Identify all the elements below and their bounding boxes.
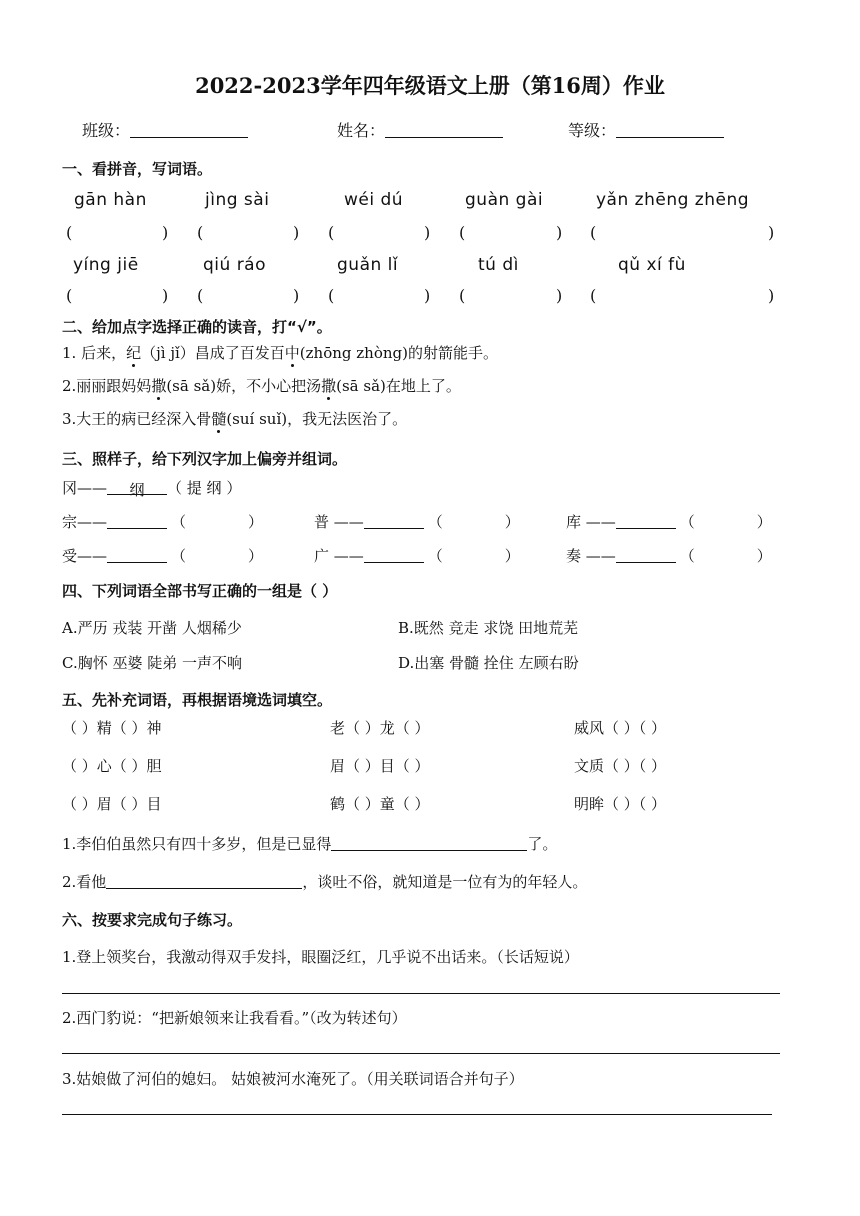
option-d[interactable]: D.出塞 骨髓 拴住 左顾右盼 — [398, 654, 579, 672]
question-text[interactable]: (sā sǎ)娇，不小心把汤 — [166, 377, 322, 395]
answer-line[interactable] — [62, 1053, 780, 1054]
answer-paren-close: ) — [293, 223, 300, 242]
idiom-blank[interactable]: 明眸（ ）（ ） — [574, 795, 667, 813]
answer-paren-open: ( — [328, 286, 335, 305]
question-text[interactable]: (suí suǐ)，我无法医治了。 — [226, 410, 408, 428]
pinyin: guǎn lǐ — [337, 255, 399, 275]
idiom-blank[interactable]: （ ）精（ ）神 — [62, 719, 162, 737]
grade-label: 等级： — [568, 121, 617, 140]
radical-blank[interactable] — [107, 547, 167, 563]
idiom-blank[interactable]: 文质（ ）（ ） — [574, 757, 667, 775]
answer-paren-open: ( — [459, 223, 466, 242]
answer-paren-open: ( — [590, 223, 597, 242]
answer-paren-open: ( — [197, 286, 204, 305]
section-2-heading: 二、给加点字选择正确的读音，打“√”。 — [62, 318, 332, 336]
sentence-blank[interactable] — [331, 835, 527, 851]
idiom-blank[interactable]: （ ）心（ ）胆 — [62, 757, 162, 775]
option-a[interactable]: A.严历 戎装 开凿 人烟稀少 — [62, 619, 242, 637]
name-label: 姓名： — [337, 121, 386, 140]
word-paren: （ — [171, 547, 187, 565]
dotted-char: 髓 — [211, 410, 227, 428]
radical-blank[interactable] — [616, 513, 676, 529]
pinyin: yíng jiē — [73, 255, 139, 275]
idiom-blank[interactable]: （ ）眉（ ）目 — [62, 795, 162, 813]
base-char: 库 —— — [566, 513, 616, 531]
radical-blank[interactable] — [616, 547, 676, 563]
word-paren: （ — [427, 513, 443, 531]
class-blank[interactable] — [130, 121, 248, 138]
pronunciation-question-2 — [62, 375, 461, 396]
word-paren: ） — [756, 513, 772, 531]
answer-paren-close: ) — [293, 286, 300, 305]
radical-item — [566, 545, 772, 566]
radical-item — [314, 545, 520, 566]
answer-paren-close: ) — [424, 223, 431, 242]
option-c[interactable]: C.胸怀 巫婆 陡弟 一声不响 — [62, 654, 243, 672]
question-text[interactable]: (zhōng zhòng)的射箭能手。 — [299, 344, 498, 362]
word-paren: ） — [504, 547, 520, 565]
answer-paren-open: ( — [590, 286, 597, 305]
pinyin: jìng sài — [205, 190, 270, 210]
example-char: 冈—— — [62, 479, 108, 497]
pinyin: wéi dú — [344, 190, 404, 210]
idiom-blank[interactable]: 威风（ ）（ ） — [574, 719, 667, 737]
radical-item — [566, 511, 772, 532]
radical-blank[interactable] — [107, 513, 167, 529]
fill-sentence-2 — [62, 871, 587, 892]
base-char: 受—— — [62, 547, 108, 565]
class-field[interactable] — [82, 118, 248, 141]
grade-field[interactable] — [568, 118, 724, 141]
base-char: 宗—— — [62, 513, 108, 531]
answer-paren-close: ) — [162, 223, 169, 242]
fill-sentence-1 — [62, 833, 557, 854]
section-4-heading: 四、下列词语全部书写正确的一组是（ ） — [62, 582, 338, 600]
example-word: （ 提 纲 ） — [167, 479, 242, 497]
section-3-heading: 三、照样子，给下列汉字加上偏旁并组词。 — [62, 450, 348, 468]
word-paren: （ — [679, 547, 695, 565]
answer-line[interactable] — [62, 1114, 772, 1115]
word-paren: ） — [504, 513, 520, 531]
radical-item — [62, 545, 263, 566]
answer-paren-open: ( — [197, 223, 204, 242]
base-char: 奏 —— — [566, 547, 616, 565]
answer-paren-close: ) — [556, 286, 563, 305]
pinyin: gān hàn — [74, 190, 147, 210]
example-answer: 纲 — [107, 479, 167, 495]
word-paren: （ — [427, 547, 443, 565]
section-5-heading: 五、先补充词语，再根据语境选词填空。 — [62, 691, 333, 709]
sentence-question-1: 1.登上领奖台，我激动得双手发抖，眼圈泛红，几乎说不出话来。（长话短说） — [62, 948, 579, 966]
pinyin: qǔ xí fù — [618, 255, 686, 275]
sentence-text: 1.李伯伯虽然只有四十多岁，但是已显得 — [62, 835, 332, 853]
answer-paren-open: ( — [66, 223, 73, 242]
radical-item — [62, 511, 263, 532]
base-char: 广 —— — [314, 547, 364, 565]
answer-paren-close: ) — [768, 223, 775, 242]
pinyin: yǎn zhēng zhēng — [596, 190, 750, 210]
question-text[interactable]: (sā sǎ)在地上了。 — [336, 377, 461, 395]
answer-paren-open: ( — [459, 286, 466, 305]
section-1-heading: 一、看拼音，写词语。 — [62, 160, 213, 178]
pinyin: guàn gài — [465, 190, 544, 210]
pinyin: qiú ráo — [203, 255, 266, 275]
example-row — [62, 477, 241, 498]
word-paren: ） — [756, 547, 772, 565]
sentence-question-3: 3.姑娘做了河伯的媳妇。 姑娘被河水淹死了。（用关联词语合并句子） — [62, 1070, 524, 1088]
option-b[interactable]: B.既然 竞走 求饶 田地荒芜 — [398, 619, 579, 637]
dotted-char: 撒 — [151, 377, 167, 395]
dotted-char: 中 — [284, 344, 300, 362]
idiom-blank[interactable]: 老（ ）龙（ ） — [330, 719, 430, 737]
question-text: 1. 后来， — [62, 344, 127, 362]
pronunciation-question-1 — [62, 342, 498, 363]
dotted-char: 纪 — [126, 344, 142, 362]
class-label: 班级： — [82, 121, 131, 140]
dotted-char: 撒 — [321, 377, 337, 395]
page-title: 2022-2023学年四年级语文上册（第16周）作业 — [195, 73, 665, 98]
word-paren: （ — [171, 513, 187, 531]
pronunciation-question-3 — [62, 408, 407, 429]
question-text: 2.丽丽跟妈妈 — [62, 377, 152, 395]
base-char: 普 —— — [314, 513, 364, 531]
word-paren: ） — [248, 547, 264, 565]
answer-paren-close: ) — [556, 223, 563, 242]
sentence-blank[interactable] — [106, 873, 302, 889]
sentence-text: 2.看他 — [62, 873, 107, 891]
answer-line[interactable] — [62, 993, 780, 994]
answer-paren-open: ( — [66, 286, 73, 305]
radical-blank[interactable] — [364, 513, 424, 529]
question-text[interactable]: （jì jǐ）昌成了百发百 — [141, 344, 285, 362]
name-field[interactable] — [337, 118, 503, 141]
question-text: 3.大王的病已经深入骨 — [62, 410, 212, 428]
sentence-text: ，谈吐不俗，就知道是一位有为的年轻人。 — [302, 873, 588, 891]
sentence-question-2: 2.西门豹说：“把新娘领来让我看看。”（改为转述句） — [62, 1009, 407, 1027]
word-paren: ） — [248, 513, 264, 531]
sentence-text: 了。 — [527, 835, 558, 853]
idiom-blank[interactable]: 鹤（ ）童（ ） — [330, 795, 430, 813]
pinyin: tú dì — [478, 255, 519, 275]
idiom-blank[interactable]: 眉（ ）目（ ） — [330, 757, 430, 775]
section-6-heading: 六、按要求完成句子练习。 — [62, 911, 243, 929]
radical-blank[interactable] — [364, 547, 424, 563]
answer-paren-close: ) — [424, 286, 431, 305]
grade-blank[interactable] — [616, 121, 724, 138]
radical-item — [314, 511, 520, 532]
name-blank[interactable] — [385, 121, 503, 138]
answer-paren-close: ) — [768, 286, 775, 305]
answer-paren-open: ( — [328, 223, 335, 242]
answer-paren-close: ) — [162, 286, 169, 305]
word-paren: （ — [679, 513, 695, 531]
